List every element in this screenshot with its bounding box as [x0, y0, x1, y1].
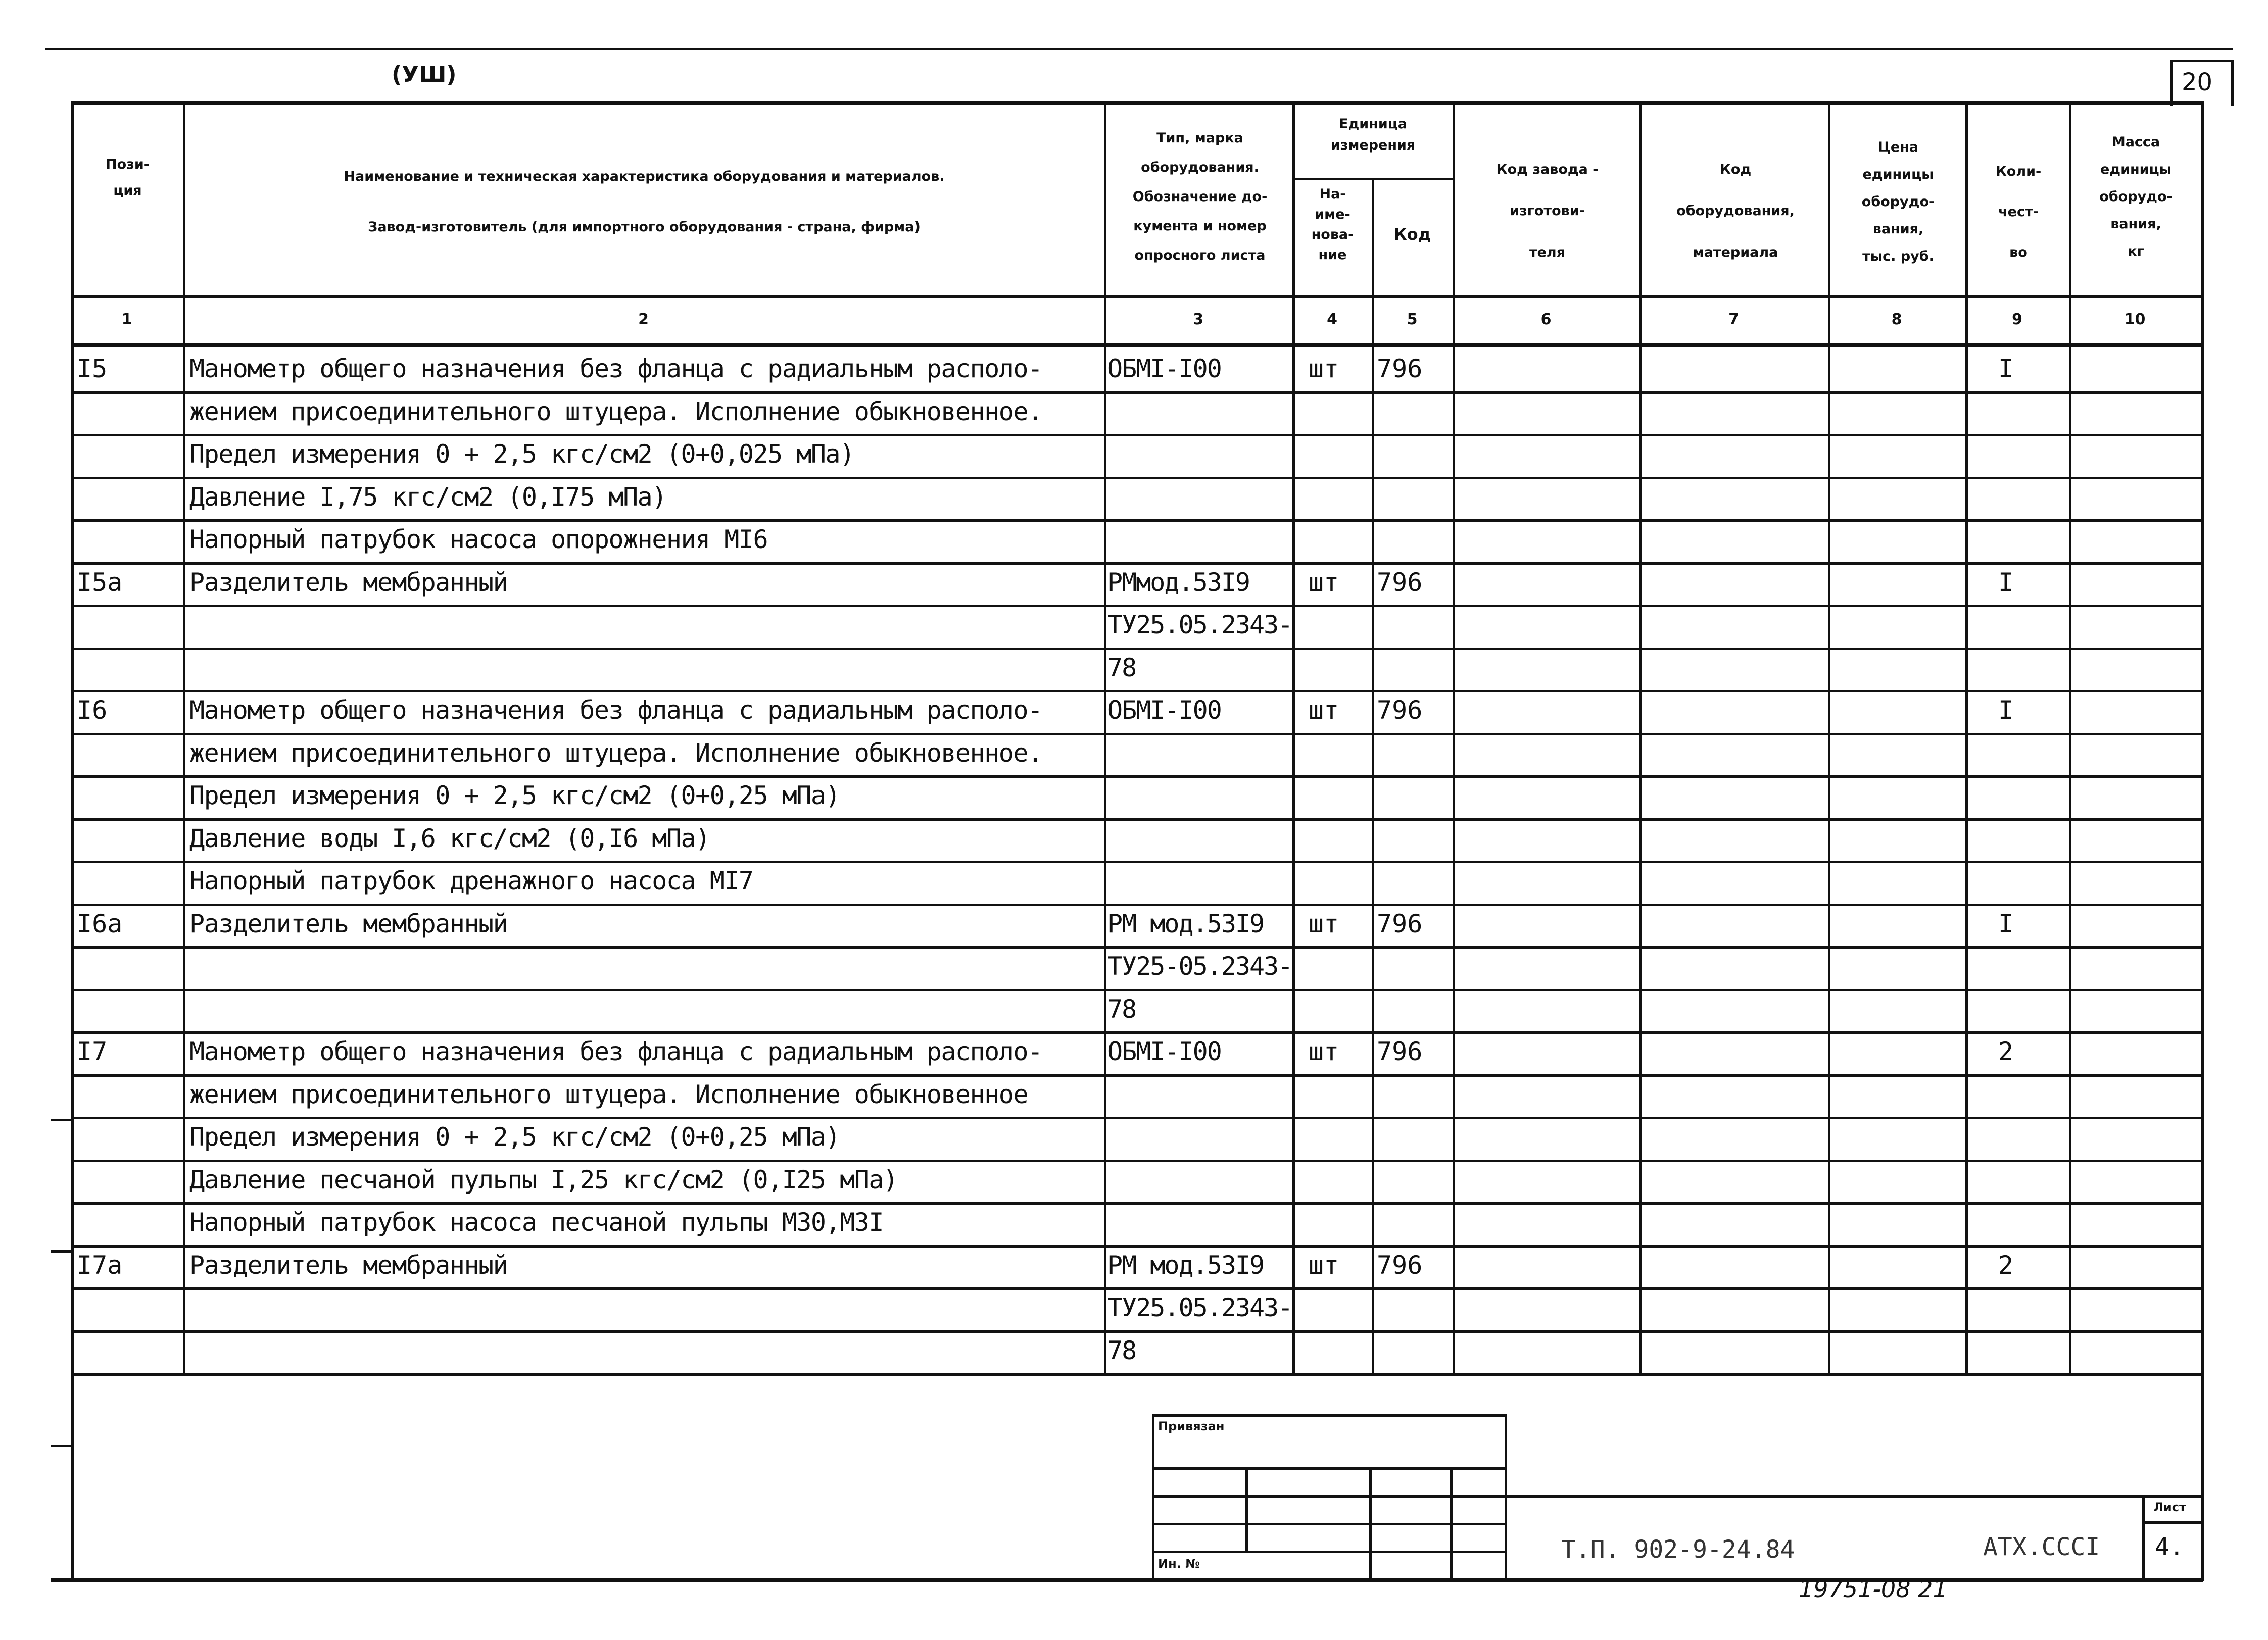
row-type: РМ мод.53I9: [1107, 909, 1264, 938]
row-type: ОБМI-I00: [1107, 1037, 1221, 1066]
document-code: Т.П. 902-9-24.84: [1561, 1535, 1795, 1564]
header-type: Тип, марка оборудования. Обозначение до- кумента и номер опросного листа: [1132, 130, 1268, 263]
row-quantity: I: [1998, 909, 2014, 938]
header-bottom: [71, 295, 2203, 298]
row-divider: [71, 1202, 2203, 1205]
row-divider: [71, 477, 2203, 479]
row-position: I6а: [77, 909, 123, 938]
list-box-divider: [2142, 1521, 2203, 1524]
column-number: 7: [1728, 311, 1739, 328]
margin-tick: [51, 1445, 71, 1447]
header-unit-name: На- име- нова- ние: [1311, 186, 1354, 263]
row-name: Манометр общего назначения без фланца с радиальным располо-: [189, 1037, 1042, 1066]
frame-right: [2201, 101, 2204, 1581]
row-type: ОБМI-I00: [1107, 695, 1221, 725]
column-number: 4: [1327, 311, 1337, 328]
stamp-top: [1152, 1414, 1506, 1417]
row-divider: [71, 1074, 2203, 1077]
album-code: АТХ.СССI: [1983, 1533, 2100, 1561]
section-label: (УШ): [392, 62, 457, 87]
row-type: ТУ25.05.2343-: [1107, 610, 1292, 639]
row-type: ТУ25.05.2343-: [1107, 1293, 1292, 1322]
row-type: ТУ25-05.2343-: [1107, 952, 1292, 981]
column-number: 10: [2124, 311, 2146, 328]
header-equipment-code: Код оборудования, материала: [1676, 162, 1795, 260]
row-unit: шт: [1309, 695, 1339, 725]
title-block-top: [1505, 1495, 2203, 1498]
column-divider: [1104, 101, 1106, 1373]
row-name: Предел измерения 0 + 2,5 кгс/см2 (0+0,025 мПа): [189, 439, 854, 469]
header-name: Наименование и техническая характеристика оборудования и материалов. Завод-изготовитель (для импортного оборудования - страна, фирма): [344, 169, 945, 235]
row-unit-code: 796: [1377, 909, 1423, 938]
row-type: 78: [1107, 995, 1136, 1024]
row-position: I7: [77, 1037, 108, 1066]
row-unit: шт: [1309, 568, 1339, 597]
row-type: 78: [1107, 653, 1136, 682]
row-quantity: I: [1998, 695, 2014, 725]
row-divider: [71, 648, 2203, 650]
column-number: 3: [1193, 311, 1203, 328]
row-type: РМмод.53I9: [1107, 568, 1250, 597]
row-quantity: 2: [1998, 1251, 2014, 1280]
row-divider: [71, 562, 2203, 565]
header-mass: Масса единицы оборудо- вания, кг: [2099, 134, 2173, 259]
row-unit-code: 796: [1377, 695, 1423, 725]
margin-tick: [51, 1119, 71, 1121]
row-divider: [71, 1117, 2203, 1119]
list-number: 4.: [2155, 1533, 2184, 1561]
row-divider: [71, 733, 2203, 735]
row-divider: [71, 1031, 2203, 1034]
column-divider: [1639, 101, 1642, 1373]
row-divider: [71, 1287, 2203, 1290]
row-unit-code: 796: [1377, 1037, 1423, 1066]
unit-header-divider: [1292, 178, 1454, 180]
row-quantity: 2: [1998, 1037, 2014, 1066]
row-name: Разделитель мембранный: [189, 568, 508, 597]
row-divider: [71, 391, 2203, 394]
row-unit-code: 796: [1377, 354, 1423, 383]
row-name: жением присоединительного штуцера. Исполнение обыкновенное.: [189, 397, 1042, 426]
row-divider: [71, 605, 2203, 607]
row-divider: [71, 1160, 2203, 1162]
row-quantity: I: [1998, 568, 2014, 597]
column-number: 8: [1891, 311, 1902, 328]
row-name: жением присоединительного штуцера. Исполнение обыкновенное: [189, 1080, 1028, 1109]
list-label: Лист: [2153, 1500, 2186, 1514]
row-position: I5а: [77, 568, 123, 597]
row-unit-code: 796: [1377, 568, 1423, 597]
stamp-inventory-number: Ин. №: [1158, 1557, 1200, 1571]
row-divider: [71, 989, 2203, 991]
stamp-row-1: [1152, 1467, 1506, 1470]
row-divider: [71, 1245, 2203, 1248]
header-unit-code: Код: [1393, 225, 1431, 244]
row-position: I7а: [77, 1251, 123, 1280]
column-divider: [2069, 101, 2071, 1373]
row-divider: [71, 1373, 2203, 1376]
row-divider: [71, 775, 2203, 778]
row-position: I6: [77, 695, 108, 725]
row-name: Напорный патрубок насоса песчаной пульпы М30,М3I: [189, 1208, 883, 1237]
archive-number: 19751-08 21: [1799, 1575, 1948, 1603]
sheet-number-box-top: [2170, 60, 2234, 62]
row-name: Манометр общего назначения без фланца с радиальным располо-: [189, 354, 1042, 383]
stamp-row-4: [1152, 1551, 1506, 1553]
row-type: РМ мод.53I9: [1107, 1251, 1264, 1280]
row-unit: шт: [1309, 354, 1339, 383]
header-unit: Единица измерения: [1330, 116, 1416, 153]
row-name: Давление воды I,6 кгс/см2 (0,I6 мПа): [189, 824, 710, 853]
header-factory-code: Код завода - изготови- теля: [1496, 162, 1599, 260]
row-quantity: I: [1998, 354, 2014, 383]
sheet-number-box-right: [2231, 60, 2234, 106]
row-name: Предел измерения 0 + 2,5 кгс/см2 (0+0,25 мПа): [189, 1122, 840, 1152]
row-divider: [71, 1330, 2203, 1333]
row-divider: [71, 690, 2203, 692]
list-box-left: [2142, 1495, 2145, 1581]
header-price: Цена единицы оборудо- вания, тыс. руб.: [1861, 139, 1935, 264]
row-name: Предел измерения 0 + 2,5 кгс/см2 (0+0,25 мПа): [189, 781, 840, 810]
stamp-col-3: [1450, 1467, 1453, 1578]
row-type: ОБМI-I00: [1107, 354, 1221, 383]
frame-top: [71, 101, 2203, 105]
sheet-number: 20: [2182, 68, 2213, 96]
column-number: 2: [638, 311, 649, 328]
row-unit: шт: [1309, 1037, 1339, 1066]
row-name: Напорный патрубок дренажного насоса МI7: [189, 866, 753, 896]
row-name: жением присоединительного штуцера. Исполнение обыкновенное.: [189, 738, 1042, 768]
row-name: Разделитель мембранный: [189, 1251, 508, 1280]
stamp-col-1: [1245, 1467, 1248, 1551]
stamp-col-2: [1369, 1467, 1372, 1578]
stamp-row-3: [1152, 1523, 1506, 1525]
row-name: Манометр общего назначения без фланца с радиальным располо-: [189, 695, 1042, 725]
column-number: 9: [2012, 311, 2022, 328]
header-quantity: Коли- чест- во: [1995, 164, 2042, 260]
row-type: 78: [1107, 1336, 1136, 1365]
row-name: Разделитель мембранный: [189, 909, 508, 938]
row-divider: [71, 519, 2203, 522]
row-divider: [71, 946, 2203, 949]
column-divider: [1965, 101, 1968, 1373]
row-name: Давление песчаной пульпы I,25 кгс/см2 (0,I25 мПа): [189, 1165, 898, 1195]
column-divider: [1292, 101, 1295, 1373]
stamp-privyazan: Привязан: [1158, 1419, 1225, 1433]
column-number: 1: [121, 311, 132, 328]
column-number: 6: [1540, 311, 1552, 328]
row-position: I5: [77, 354, 108, 383]
row-name: Напорный патрубок насоса опорожнения МI6: [189, 525, 768, 554]
row-unit: шт: [1309, 1251, 1339, 1280]
row-divider: [71, 904, 2203, 906]
row-name: Давление I,75 кгс/см2 (0,I75 мПа): [189, 482, 666, 512]
row-unit: шт: [1309, 909, 1339, 938]
column-divider: [183, 101, 185, 1373]
sheet-number-box-left: [2170, 60, 2173, 106]
column-number: 5: [1407, 311, 1418, 328]
top-rule: [45, 48, 2233, 50]
row-divider: [71, 861, 2203, 863]
row-divider: [71, 434, 2203, 436]
column-divider: [1453, 101, 1455, 1373]
row-divider: [71, 818, 2203, 821]
margin-tick: [51, 1250, 71, 1253]
row-unit-code: 796: [1377, 1251, 1423, 1280]
stamp-row-2: [1152, 1495, 1506, 1498]
column-divider: [1828, 101, 1830, 1373]
number-row-bottom: [71, 343, 2203, 347]
header-position: Пози- ция: [106, 157, 150, 198]
